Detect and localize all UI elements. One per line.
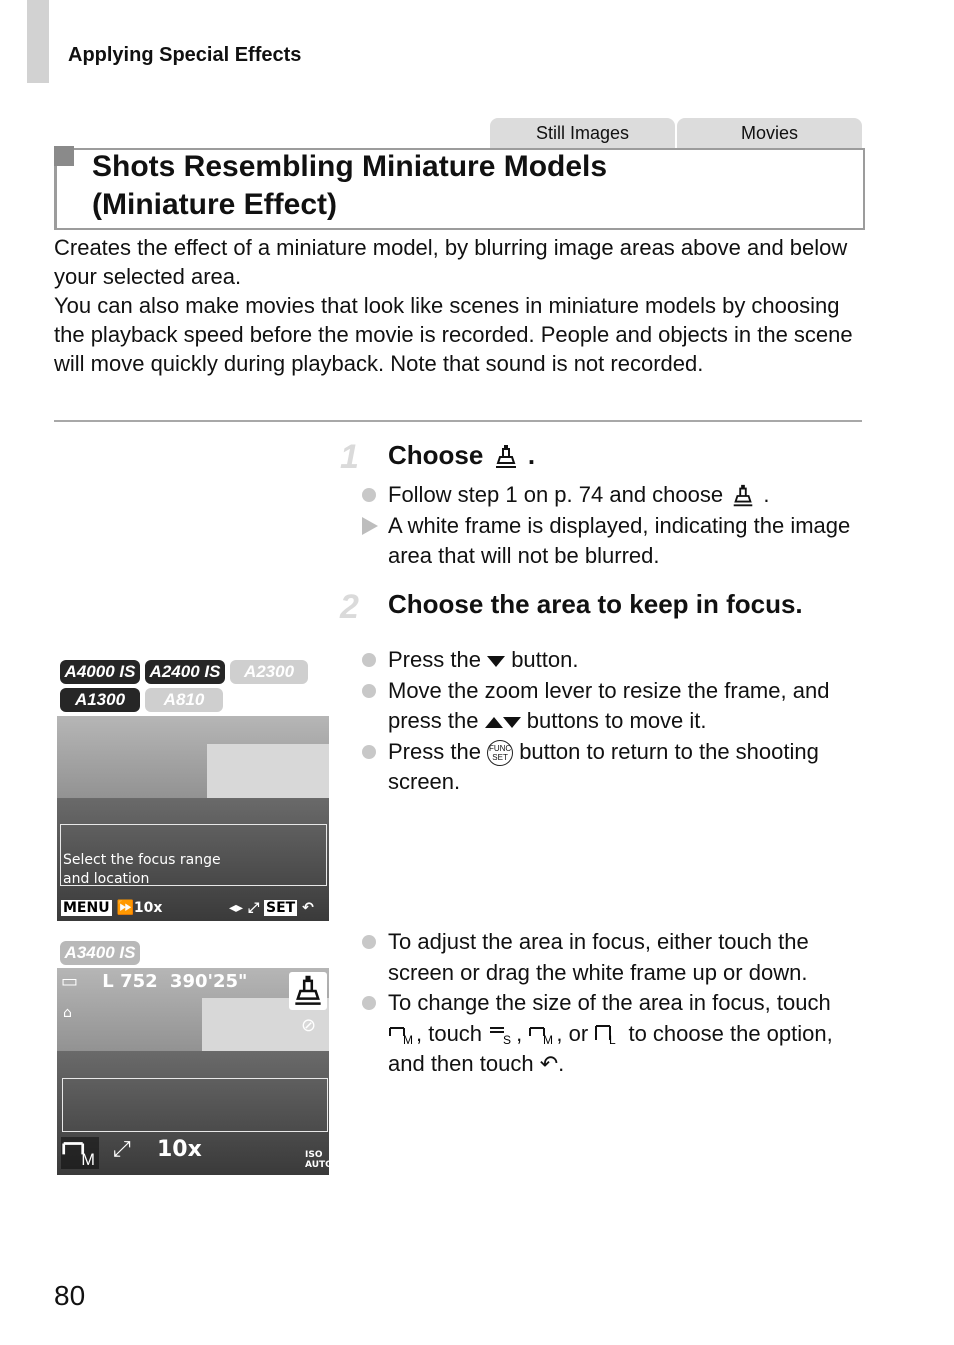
touch-bullet-2-mid2: ,	[516, 1020, 523, 1046]
list-item	[362, 645, 862, 676]
return-icon: ↶	[539, 1051, 559, 1076]
flash-off-icon: ⊘	[301, 1015, 317, 1036]
touch-bullet-2-post: to choose the option, and then touch	[388, 1020, 833, 1076]
model-badge-a2300: A2300	[230, 660, 308, 684]
playback-speed-button[interactable]: 10x	[157, 1137, 202, 1162]
step-2-bullet-2-end: buttons to move it.	[526, 708, 707, 733]
list-item	[362, 927, 862, 988]
scene-icon: ⌂	[63, 1005, 72, 1021]
step-1-bullets	[362, 480, 862, 572]
frame-size-small-icon	[488, 1024, 516, 1046]
intro-text	[54, 233, 866, 378]
step-2-number: 2	[340, 588, 359, 626]
recording-time: 390'25"	[169, 971, 248, 992]
list-item	[362, 676, 862, 737]
miniature-effect-icon	[729, 483, 757, 509]
step-2-bullets	[362, 645, 862, 798]
page-title-line1: Shots Resembling Miniature Models	[92, 150, 608, 183]
result-arrow-icon	[362, 517, 378, 535]
func-set-button-icon: FUNC SET	[487, 740, 513, 766]
miniature-effect-icon	[289, 972, 327, 1010]
step-1-bullet-1-end: .	[763, 482, 770, 507]
model-badge-a2400: A2400 IS	[145, 660, 225, 684]
bullet-dot-icon	[362, 684, 376, 698]
step-1-bullet-2-text: A white frame is displayed, indicating the image area that will not be blurred.	[388, 512, 851, 568]
screen-1-message-line1: Select the focus range	[63, 852, 221, 868]
list-item	[362, 988, 862, 1080]
speed-label: 10x	[133, 900, 163, 916]
bullet-dot-icon	[362, 653, 376, 667]
page-number: 80	[54, 1280, 86, 1311]
focus-frame[interactable]	[62, 1078, 328, 1132]
model-badge-a810: A810	[145, 688, 223, 712]
set-button-label: SET	[266, 900, 296, 916]
touch-bullet-2-mid1: , touch	[416, 1020, 483, 1046]
step-1-bullet-1-text: Follow step 1 on p. 74 and choose	[388, 482, 724, 507]
step-2-bullet-3-text: Press the	[388, 738, 481, 764]
screen-1-footer-right	[229, 899, 314, 918]
model-badge-a1300: A1300	[60, 688, 140, 712]
screen-buildings	[207, 744, 329, 804]
screen-1-message-line2: and location	[63, 871, 150, 887]
touch-bullet-2-end: .	[558, 1051, 565, 1076]
list-item	[362, 511, 862, 572]
down-button-icon	[487, 656, 505, 667]
page-edge-marker	[27, 0, 49, 83]
svg-text:M: M	[543, 1032, 554, 1047]
frame-size-medium-icon	[388, 1024, 416, 1046]
section-header: Applying Special Effects	[68, 44, 302, 66]
bullet-dot-icon	[362, 935, 376, 949]
model-badge-a4000: A4000 IS	[60, 660, 140, 684]
screen-1-message	[63, 851, 221, 889]
frame-size-button[interactable]	[61, 1137, 99, 1169]
intro-paragraph-2: You can also make movies that look like scenes in miniature models by choosing the playback speed before the movie is recorded. People and objects in the scene will move quickly during playback. Note that sound is not recorded.	[54, 293, 853, 376]
menu-button-label: MENU	[63, 900, 110, 916]
left-right-icon: ◂▸	[229, 900, 244, 916]
camera-screen-1	[57, 716, 329, 921]
rotate-frame-icon: ⤢	[247, 900, 260, 916]
battery-icon: ▭	[61, 971, 79, 992]
step-2-bullet-3-end: button to return to the shooting screen.	[388, 738, 819, 794]
page-title	[92, 148, 832, 224]
title-corner-marker	[54, 146, 74, 166]
step-1-title-text: Choose	[388, 440, 484, 470]
image-size-label: L	[102, 971, 114, 992]
step-1-title-end: .	[527, 440, 536, 470]
iso-label: ISO	[305, 1150, 323, 1160]
step-2-bullet-2-text: Move the zoom lever to resize the frame, and press the	[388, 677, 830, 733]
rotate-frame-button[interactable]: ⤢	[113, 1137, 131, 1162]
mode-tabs	[490, 118, 862, 148]
bullet-dot-icon	[362, 488, 376, 502]
page-title-line2: (Miniature Effect)	[92, 188, 338, 221]
tab-still-images: Still Images	[490, 118, 675, 148]
step-1-title	[388, 440, 535, 471]
down-button-icon	[503, 717, 521, 728]
svg-text:M: M	[81, 1151, 95, 1170]
screen-2-status-bar	[61, 972, 247, 991]
screen-1-footer	[61, 899, 162, 918]
frame-size-medium-icon	[528, 1024, 556, 1046]
svg-text:M: M	[403, 1032, 413, 1047]
shots-remaining: 752	[120, 971, 158, 992]
touch-bullets	[362, 927, 862, 1080]
frame-size-medium-icon	[61, 1137, 99, 1169]
bullet-dot-icon	[362, 745, 376, 759]
touch-bullet-1-text: To adjust the area in focus, either touch the screen or drag the white frame up or down.	[388, 929, 809, 985]
miniature-effect-icon	[491, 443, 521, 471]
step-2-bullet-1-end: button.	[511, 647, 579, 672]
intro-paragraph-1: Creates the effect of a miniature model, by blurring image areas above and below your selected area.	[54, 235, 848, 289]
model-badge-a3400: A3400 IS	[60, 941, 140, 965]
section-divider	[54, 420, 862, 422]
camera-screen-2	[57, 968, 333, 1175]
miniature-mode-button[interactable]	[289, 972, 327, 1010]
list-item	[362, 480, 862, 511]
iso-indicator	[305, 1150, 333, 1170]
touch-bullet-2-text: To change the size of the area in focus, touch	[388, 990, 831, 1015]
iso-mode: AUTO	[305, 1160, 333, 1170]
list-item	[362, 737, 862, 798]
step-1-number: 1	[340, 438, 359, 476]
svg-text:S: S	[503, 1032, 512, 1047]
svg-text:L: L	[609, 1032, 617, 1047]
tab-movies: Movies	[677, 118, 862, 148]
step-2-title: Choose the area to keep in focus.	[388, 589, 803, 619]
step-2-bullet-1-text: Press the	[388, 647, 481, 672]
bullet-dot-icon	[362, 996, 376, 1010]
return-icon: ↶	[302, 900, 314, 916]
frame-size-large-icon	[594, 1024, 622, 1046]
up-button-icon	[485, 717, 503, 728]
fast-forward-icon: ⏩	[116, 900, 134, 916]
touch-bullet-2-mid3: , or	[556, 1020, 589, 1046]
